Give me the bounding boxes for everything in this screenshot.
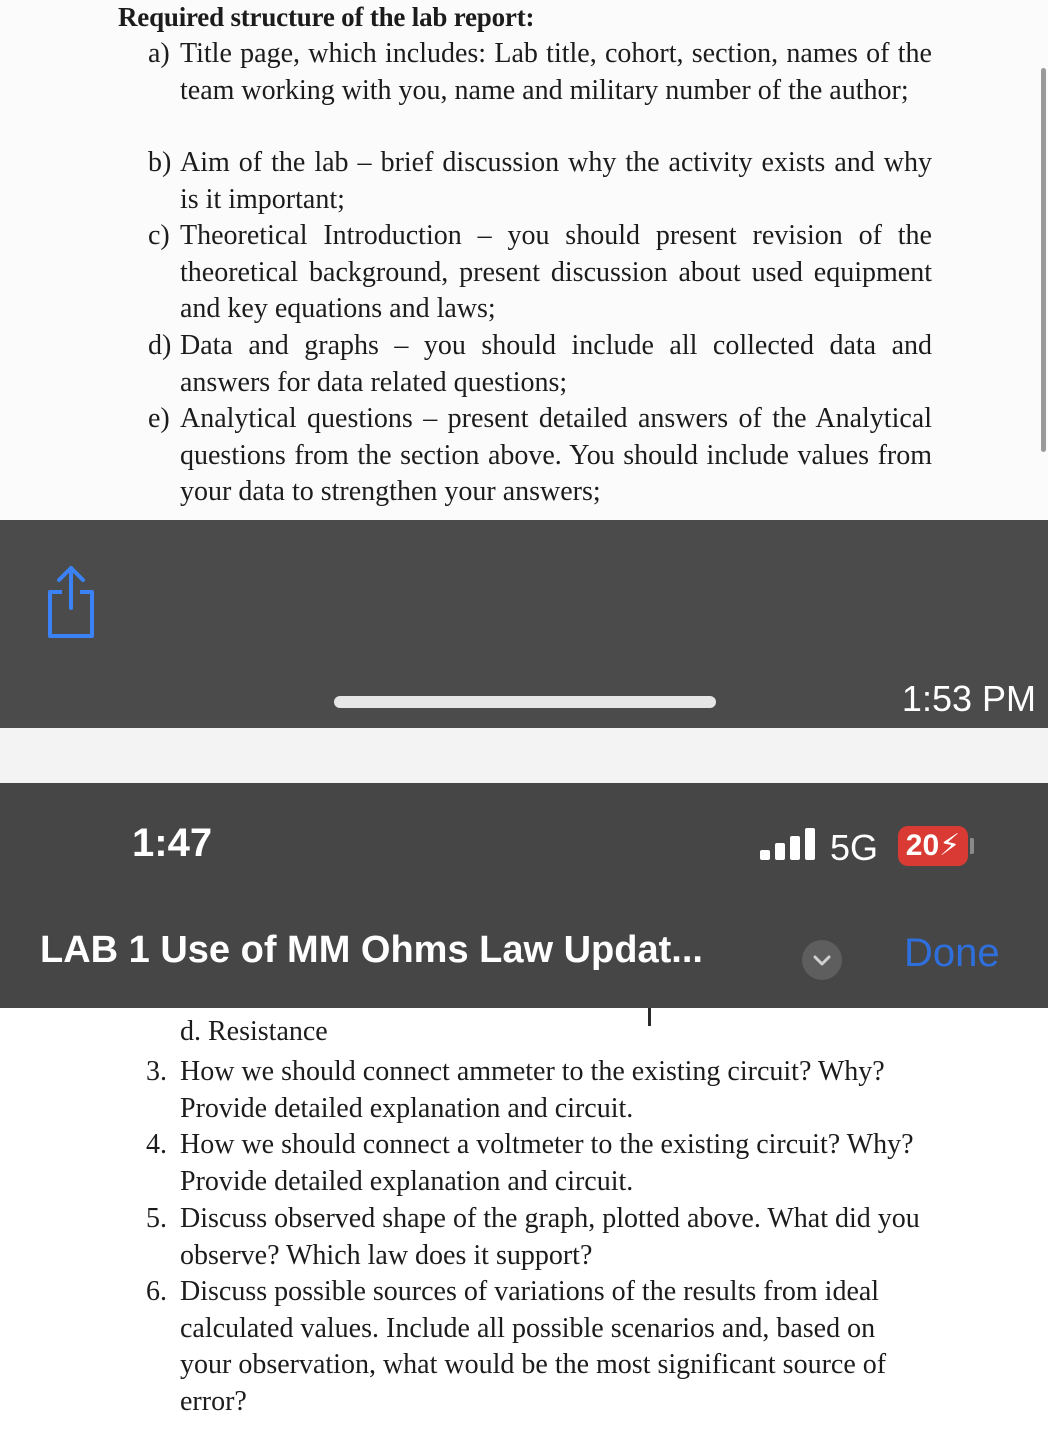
battery-level: 20 (905, 829, 940, 862)
question-text: How we should connect a voltmeter to the existing circuit? Why? Provide detailed explanation and circuit. (180, 1129, 914, 1197)
requirement-text: Title page, which includes: Lab title, cohort, section, names of the team working with you, name and military number of the author; (180, 38, 932, 106)
question-item (146, 1274, 926, 1420)
requirement-label: a) (148, 38, 170, 69)
document-page-top (0, 0, 1048, 520)
network-label: 5G (830, 827, 879, 868)
question-text: How we should connect ammeter to the existing circuit? Why? Provide detailed explanation and circuit. (180, 1056, 885, 1124)
share-icon[interactable] (42, 560, 100, 640)
requirement-text: Analytical questions – present detailed answers of the Analytical questions from the section above. You should include values from your data to strengthen your answers; (180, 403, 932, 508)
requirement-item (148, 145, 932, 218)
requirement-text: Aim of the lab – brief discussion why the activity exists and why is it important; (180, 147, 932, 215)
requirement-item (148, 36, 932, 109)
question-item (146, 1054, 926, 1127)
question-item (146, 1127, 926, 1200)
screenshot-overlay-bar (0, 520, 1048, 728)
done-button[interactable]: Done (904, 931, 1000, 975)
requirement-label: e) (148, 403, 170, 434)
report-structure-heading: Required structure of the lab report: (118, 2, 535, 32)
status-time: 1:47 (132, 821, 213, 865)
signal-bars-icon (760, 828, 816, 860)
screenshot-divider (0, 728, 1048, 783)
question-item (146, 1201, 926, 1274)
question-number: 5. (146, 1203, 167, 1234)
home-indicator[interactable] (334, 696, 716, 708)
scrollbar[interactable] (1041, 68, 1046, 452)
requirement-item (148, 328, 932, 401)
requirement-label: b) (148, 147, 172, 178)
battery-icon: 20⚡ (898, 826, 968, 866)
overlay-time: 1:53 PM (901, 678, 1036, 719)
requirement-text: Data and graphs – you should include all collected data and answers for data related questions; (180, 330, 932, 398)
viewer-header (0, 783, 1048, 1008)
document-title: LAB 1 Use of MM Ohms Law Updat... (40, 929, 703, 971)
question-text: Discuss possible sources of variations of the results from ideal calculated values. Include all possible scenarios and, based on your observation, what would be the most significant source of error? (180, 1276, 887, 1417)
text-cursor (648, 1008, 651, 1026)
question-number: 4. (146, 1129, 167, 1160)
requirement-item (148, 218, 932, 328)
document-page-bottom (0, 1008, 1048, 1436)
question-text: Discuss observed shape of the graph, plotted above. What did you observe? Which law does it support? (180, 1203, 920, 1271)
requirement-item (148, 401, 932, 511)
requirement-text: Theoretical Introduction – you should present revision of the theoretical background, present discussion about used equipment and key equations and laws; (180, 220, 932, 325)
question-number: 6. (146, 1276, 167, 1307)
question-number: 3. (146, 1056, 167, 1087)
requirement-label: d) (148, 330, 172, 361)
battery-tip (970, 838, 974, 854)
chevron-down-icon[interactable] (802, 940, 842, 980)
requirement-label: c) (148, 220, 170, 251)
question-subitem: d. Resistance (180, 1016, 328, 1047)
